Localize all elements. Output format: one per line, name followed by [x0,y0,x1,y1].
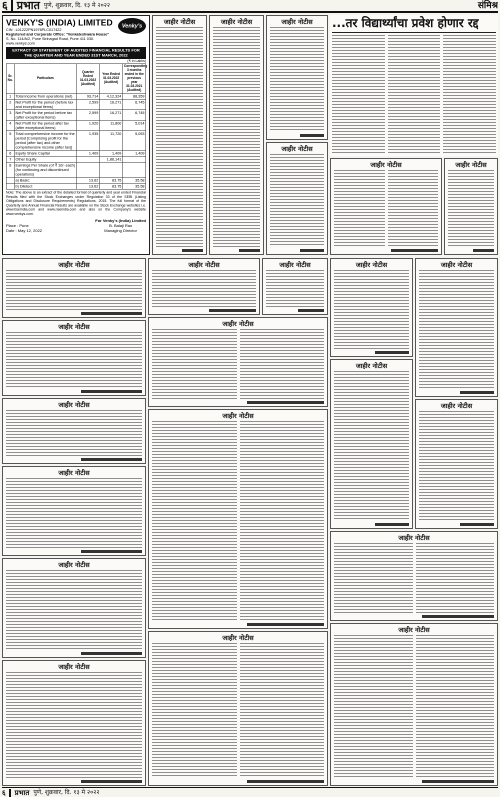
cin-line: CIN : L01222PN1976PLC017422 [6,27,62,32]
place: Place : Pune [6,223,29,228]
notice-text [240,329,325,399]
newspaper-masthead: प्रभात [16,0,40,12]
row-particulars: Net Profit for the period after tax (after exceptional items) [14,120,76,131]
signature-block [6,219,146,234]
notice-text [6,570,142,650]
notice-text [334,170,385,247]
notice-signature [460,523,494,526]
notice-signature [247,780,324,783]
notice-heading: जाहीर नोटीस [398,534,430,542]
footer-dateline: पुणे, शुक्रवार, दि. १३ मे २०२२ [33,788,100,796]
table-row [6,183,146,189]
table-row [6,99,146,110]
notice-heading: जाहीर नोटीस [281,145,313,153]
ad-header [6,18,146,46]
notice-signature [298,309,324,312]
notice-box [152,15,207,255]
notice-box [266,142,328,255]
row-prev-quarter-value: 35.58 [123,183,146,189]
row-quarter-value: 1,935 [76,131,99,151]
row-particulars: Total income from operations (net) [14,93,76,99]
notice-text [334,543,413,613]
row-particulars: a) Basic: [14,177,76,183]
page-footer [2,787,498,797]
logo-text: Venky's [121,23,143,29]
row-year-value [100,162,123,177]
notice-signature [391,249,438,252]
row-prev-quarter-value: 6,745 [123,110,146,121]
company-address: S. No. 114/A/2, Pune Sinhagad Road, Pune 411 030. www.venkys.com [6,36,95,46]
row-year-value: 4,12,324 [100,93,123,99]
row-particulars: Earnings Per Share (of ₹ 10/- each) (for continuing and discontinued operations) [15,163,76,177]
row-year-value: 16,271 [100,110,123,121]
signature-for: For Venky's (India) Limited [95,218,146,223]
notice-heading: जाहीर नोटीस [58,469,90,477]
notice-heading: जाहीर नोटीस [370,161,402,169]
notice-box [2,258,146,318]
notice-text [6,332,142,388]
table-row [6,131,146,151]
notice-box [2,558,146,658]
notice-heading: जाहीर नोटीस [398,626,430,634]
article-text-column [388,35,441,155]
notice-signature [239,249,260,252]
notice-heading: जाहीर नोटीस [355,362,388,370]
notice-signature [209,309,256,312]
signatory-name: B. Balaji Rao [109,223,133,228]
venkys-results-ad [2,15,150,255]
notice-text [6,410,142,456]
notice-heading: जाहीर नोटीस [220,18,253,26]
row-year-value: 83.75 [100,183,123,189]
notice-text [334,371,409,521]
notice-columns [152,329,324,399]
venkys-ad-content [3,16,149,254]
notice-text [152,643,237,778]
notice-signature [460,391,494,394]
notice-signature [81,550,142,553]
company-block [6,18,116,46]
notice-signature [473,249,494,252]
company-name: VENKY'S (INDIA) LIMITED [6,18,113,28]
row-prev-quarter-value: 5,014 [123,120,146,131]
row-particulars: Equity Share Capital [14,150,76,156]
row-year-value: 1,409 [100,150,123,156]
notice-box [262,258,328,315]
signatory [95,219,146,234]
row-year-value: 11,720 [100,131,123,151]
row-quarter-value: 2,599 [76,110,99,121]
row-sr: 4 [6,120,14,131]
row-prev-quarter-value: 1,409 [123,150,146,156]
notice-signature [247,401,324,404]
notice-heading: जाहीर नोटीस [163,18,196,26]
footer-masthead: प्रभात [14,788,30,797]
news-article [330,15,498,156]
notice-text [266,270,324,307]
table-row [6,110,146,121]
notice-signature [81,780,142,783]
article-text-column [443,35,496,155]
place-date [6,224,42,234]
row-year-value: 16,271 [100,99,123,110]
notice-heading: जाहीर नोटीस [58,401,90,409]
notice-signature [182,249,203,252]
notice-heading: जाहीर नोटीस [58,323,90,331]
notice-box [415,258,498,397]
article-text-column [332,35,385,155]
notice-signature [375,351,409,354]
table-row [6,120,146,131]
row-prev-quarter-value: 35.58 [123,177,146,183]
notice-heading: जाहीर नोटीस [279,261,311,269]
notice-heading: जाहीर नोटीस [455,161,487,169]
notice-text [6,478,142,548]
row-quarter-value: 13.62 [76,177,99,183]
row-particulars: b) Diluted: [14,183,76,189]
notice-box [415,399,498,529]
notice-heading: जाहीर नोटीस [440,261,473,269]
notice-box [330,623,498,786]
notice-text [240,643,325,778]
notice-text [213,27,260,247]
row-prev-quarter-value: 6,745 [123,99,146,110]
notice-box [2,466,146,556]
dateline: पुणे, शुक्रवार, दि. १३ मे २०२२ [43,1,110,9]
notice-text [152,329,237,399]
notice-text [416,543,495,613]
results-note: Note: The above is an extract of the detailed format of quarterly and year ended Financial Results filed with the Stock Exchanges under Regulation 33 of the SEBI (Listing Obligations and Disclosure Requirements) Regulations, 2015. The full format of the Quarterly and Annual Financial Results are available on the Stock Exchange websites i.e. www.bseindia.com and www.nseindia.com and also on the Company's website www.venkys.com. [6,191,146,216]
notice-text [156,27,203,247]
notice-box [148,631,328,786]
row-prev-quarter-value: 5,053 [123,131,146,151]
notice-box [2,320,146,396]
notice-box [2,398,146,464]
page-number: ६ [2,0,13,11]
page-header [2,0,498,13]
row-sr: 1 [6,93,14,99]
table-row [6,162,146,177]
row-particulars: Other Equity [14,156,76,162]
row-sr: 5 [6,131,14,151]
notice-text [6,672,142,778]
row-quarter-value: 13.62 [76,183,99,189]
row-sr: 6 [6,150,14,156]
notice-text [6,270,142,310]
units-label: (₹ in Lakhs) [127,59,146,63]
notice-box [148,409,328,629]
notice-box [148,317,328,407]
results-table [6,64,146,190]
row-prev-quarter-value [123,162,146,177]
notice-box [209,15,264,255]
column-header-quarter: Quarter Ended 31.03.2022 (Audited) [76,64,99,94]
notice-heading: जाहीर नोटीस [222,634,254,642]
notice-signature [422,780,494,783]
notice-text [152,270,256,307]
table-head [6,64,146,94]
row-year-value: 1,86,141 [100,156,123,162]
row-quarter-value: 1,409 [76,150,99,156]
row-year-value: 11,800 [100,120,123,131]
notice-text [152,421,237,621]
notice-heading: जाहीर नोटीस [222,320,254,328]
row-particulars: Net Profit for the period before tax (after exceptional items) [14,110,76,121]
notice-columns [334,635,494,778]
venkys-logo [118,18,146,34]
row-sr: 8 [6,162,14,177]
row-sr: 7 [6,156,14,162]
row-sr: 3 [6,110,14,121]
notice-signature [81,312,142,315]
notice-box [266,15,328,140]
notice-heading: जाहीर नोटीस [281,18,313,26]
notice-heading: जाहीर नोटीस [58,663,90,671]
signatory-designation: Managing Director [104,228,137,233]
notice-box [330,258,413,357]
column-header-particulars: Particulars [14,64,76,94]
column-header-year: Year Ended 31.03.2022 (Audited) [100,64,123,94]
notice-box [330,531,498,621]
notice-signature [81,458,142,461]
notice-text [334,270,409,349]
footer-page-number: ६ [2,789,11,797]
notice-text [388,170,439,247]
notice-text [334,635,413,778]
notice-signature [300,249,324,252]
notice-heading: जाहीर नोटीस [355,261,388,269]
notice-text [270,27,324,132]
notice-box [330,158,442,255]
notice-text [416,635,495,778]
notice-columns [334,170,438,247]
headline-rule [332,32,496,33]
row-sr: 2 [6,99,14,110]
notice-box [330,359,413,529]
column-header-prev-quarter: Corresponding 3 months ended in the previous year 31.03.2021 (Audited) [123,64,148,92]
notice-text [419,270,494,389]
table-body [6,93,146,189]
notice-text [270,154,324,247]
row-year-value: 83.75 [100,177,123,183]
notice-signature [247,623,324,626]
notice-box [148,258,260,315]
row-quarter-value: 93,714 [76,93,99,99]
notice-text [448,170,494,247]
column-header-sr: Sr. No. [6,64,14,94]
row-prev-quarter-value: 88,359 [123,93,146,99]
row-quarter-value: 1,920 [76,120,99,131]
notice-signature [375,523,409,526]
notice-heading: जाहीर नोटीस [58,261,90,269]
section-name: संमिश्र [477,0,498,11]
row-quarter-value: 2,599 [76,99,99,110]
notice-columns [334,543,494,613]
table-header-row [6,64,146,94]
notice-box [2,660,146,786]
notice-text [419,411,494,521]
notice-heading: जाहीर नोटीस [222,412,254,420]
notice-signature [422,615,494,618]
results-title: EXTRACT OF STATEMENT OF AUDITED FINANCIAL RESULTS FOR THE QUARTER AND YEAR ENDED 31ST MARCH, 2022 [6,47,146,59]
notice-heading: जाहीर नोटीस [188,261,220,269]
article-columns [332,35,496,155]
row-particulars: Net Profit for the period (before tax and exceptional items) [14,99,76,110]
row-quarter-value [76,162,99,177]
notice-columns [152,421,324,621]
notice-signature [300,134,324,137]
date: Date : May 12, 2022 [6,228,43,233]
notice-signature [81,652,142,655]
article-headline: ...तर विद्यार्थ्यांचा प्रवेश होणार रद्द [332,16,479,30]
row-sr [6,183,14,189]
notice-signature [81,390,142,393]
notice-text [240,421,325,621]
notice-heading: जाहीर नोटीस [58,561,90,569]
notice-box [444,158,498,255]
registered-office: Registered and Corporate Office: "Venkateshwara House" [6,32,110,37]
row-particulars: Total comprehensive income for the period [Comprising profit for the period (after tax) and other comprehensive income (after tax)] [15,131,75,150]
notice-columns [152,643,324,778]
notice-heading: जाहीर नोटीस [440,402,473,410]
